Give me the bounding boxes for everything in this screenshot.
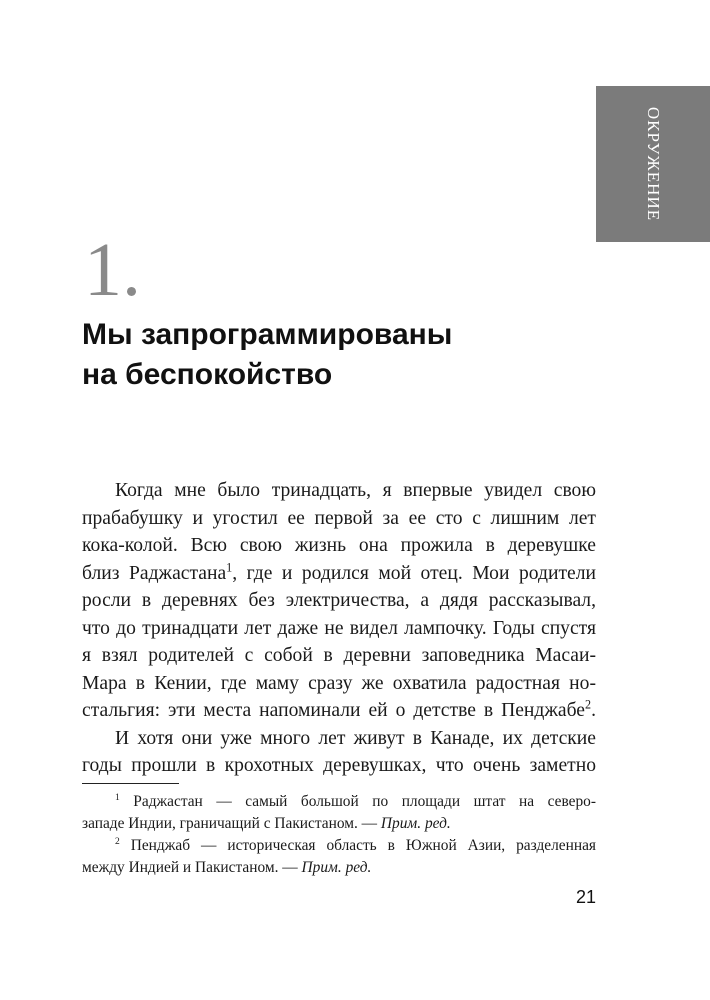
text-segment: , где и родился мой отец. Мои родители [232, 562, 596, 584]
footnote-line [82, 791, 596, 813]
chapter-number: 1. [84, 228, 141, 312]
footnote-marker: 1 [226, 559, 233, 574]
text-line: прабабушку и угостил ее первой за ее сто с лишним лет [82, 507, 596, 529]
chapter-title-line: на беспокойство [82, 358, 333, 391]
footnote-number: 2 [115, 835, 120, 847]
footnote-line [82, 813, 596, 835]
text-segment: . [591, 700, 596, 721]
footnote-line [82, 835, 596, 857]
chapter-title [82, 315, 562, 395]
footnote-text: западе Индии, граничащий с Пакистаном. — [82, 815, 381, 832]
editor-note: Прим. ред. [301, 859, 372, 876]
footnote-number: 1 [115, 791, 120, 803]
text-segment: близ Раджастана [82, 562, 227, 584]
text-line: Когда мне было тринадцать, я впервые увидел свою [115, 480, 596, 501]
text-line: годы прошли в крохотных деревушках, что очень заметно [82, 755, 596, 776]
text-line: кока-колой. Всю свою жизнь она прожила в деревушке [82, 535, 596, 556]
section-tab-label: ОКРУЖЕНИЕ [644, 106, 663, 222]
footnote-separator [82, 783, 179, 784]
text-line [82, 560, 596, 588]
footnote-marker: 2 [585, 697, 592, 712]
text-line: росли в деревнях без электричества, а дядя рассказывал, [82, 590, 596, 611]
footnote-text: Раджастан — самый большой по площади штат на северо- [133, 793, 596, 810]
text-line: что до тринадцати лет даже не видел лампочку. Годы спустя [82, 617, 596, 639]
text-line: Мара в Кении, где маму сразу же охватила радостная но- [82, 672, 596, 694]
text-line: И хотя они уже много лет живут в Канаде, их детские [115, 727, 596, 749]
footnotes [82, 791, 596, 879]
editor-note: Прим. ред. [380, 815, 451, 832]
chapter-title-line: Мы запрограммированы [82, 318, 453, 351]
footnote-line [82, 857, 596, 879]
footnote-text: Пенджаб — историческая область в Южной Азии, разделенная [130, 837, 596, 854]
text-line [82, 697, 596, 725]
page-number: 21 [575, 887, 596, 907]
text-segment: стальгия: эти места напоминали ей о детстве в Пенджабе [82, 700, 586, 721]
footnote-text: между Индией и Пакистаном. — [82, 859, 302, 876]
body-text [82, 477, 596, 780]
section-tab [596, 86, 710, 242]
text-line: я взял родителей с собой в деревни заповедника Масаи- [82, 645, 596, 666]
